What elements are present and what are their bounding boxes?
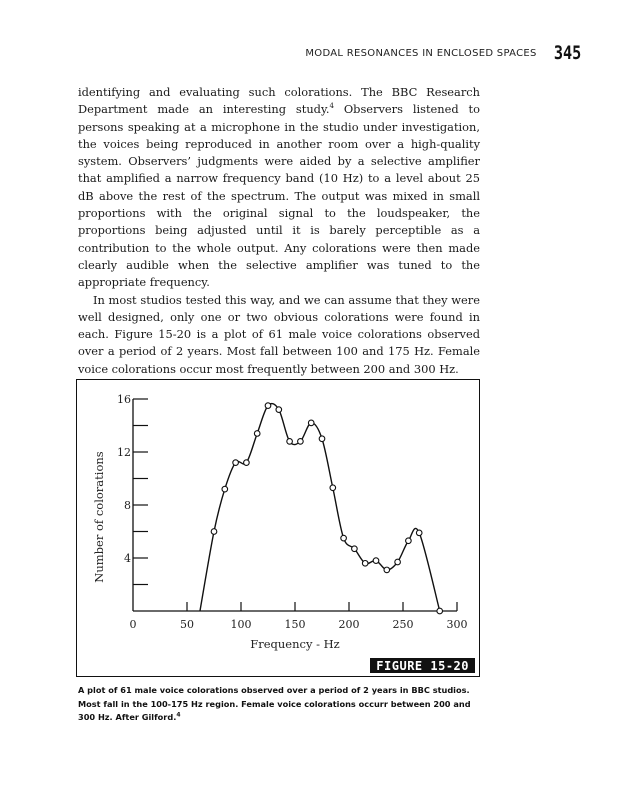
data-point-17 xyxy=(384,567,390,573)
data-point-20 xyxy=(416,530,422,536)
data-point-14 xyxy=(352,546,358,552)
data-point-16 xyxy=(373,558,379,564)
data-point-8 xyxy=(287,439,293,445)
running-head xyxy=(305,42,581,64)
x-axis-title: Frequency - Hz xyxy=(250,637,340,651)
x-tick-label-100: 100 xyxy=(230,618,252,631)
data-point-13 xyxy=(341,535,347,541)
figure-15-20 xyxy=(76,379,480,677)
x-tick-label-150: 150 xyxy=(284,618,306,631)
data-point-10 xyxy=(308,420,314,426)
x-tick-label-50: 50 xyxy=(180,618,194,631)
data-point-1 xyxy=(211,529,217,535)
data-point-3 xyxy=(233,460,239,466)
y-tick-label-4: 4 xyxy=(124,552,131,565)
data-point-2 xyxy=(222,486,228,492)
x-tick-label-250: 250 xyxy=(392,618,414,631)
coloration-chart xyxy=(77,380,478,675)
caption-text: A plot of 61 male voice colorations observed over a period of 2 years in BBC studios. Most fall in the 100-175 Hz region. Female voice colorations occurr between 200 and 300 Hz. After Gilford. xyxy=(78,685,471,722)
y-tick-label-12: 12 xyxy=(117,446,131,459)
x-tick-label-0: 0 xyxy=(129,618,137,631)
page-number: 345 xyxy=(553,42,581,64)
data-point-21 xyxy=(437,608,443,614)
paragraph-1 xyxy=(78,84,480,292)
y-tick-label-16: 16 xyxy=(117,393,131,406)
paragraph-2: In most studios tested this way, and we can assume that they were well designed, only one or two obvious colorations were found in each. Figure 15-20 is a plot of 61 male voice colorations observed over a period of 2 years. Most fall between 100 and 175 Hz. Female voice colorations occur most frequently between 200 and 300 Hz. xyxy=(78,292,480,376)
y-tick-label-8: 8 xyxy=(124,499,131,512)
data-point-12 xyxy=(330,485,336,491)
x-tick-label-200: 200 xyxy=(338,618,360,631)
x-tick-label-300: 300 xyxy=(446,618,468,631)
reference-marker: 4 xyxy=(329,102,334,111)
data-point-15 xyxy=(362,561,368,567)
data-point-9 xyxy=(298,439,304,445)
paragraph-1-part-b: Observers listened to persons speaking at a microphone in the studio under investigation, the voices being reproduced in another room over a high-quality system. Observers’ judgments were aided by a selective amplifier that amplified a narrow frequency band (10 Hz) to a level about 25 dB above the rest of the spectrum. The output was mixed in small proportions with the original signal to the loudspeaker, the proportions being adjusted until it is barely perceptible as a contribution to the whole output. Any colorations were then made clearly audible when the selective amplifier was tuned to the appropriate frequency. xyxy=(78,102,480,290)
body-text xyxy=(78,84,480,378)
data-point-11 xyxy=(319,436,325,442)
caption-reference-marker: 4 xyxy=(176,711,181,719)
figure-caption xyxy=(78,684,482,725)
figure-label: FIGURE 15-20 xyxy=(370,658,475,673)
paragraph-1-part-a: identifying and evaluating such colorations. The BBC Research Department made an interesting study. xyxy=(78,85,480,117)
series-line-male-colorations xyxy=(200,404,440,611)
data-point-7 xyxy=(276,407,282,413)
data-point-5 xyxy=(254,431,260,437)
data-point-18 xyxy=(395,559,401,565)
data-point-4 xyxy=(244,460,250,466)
data-point-6 xyxy=(265,403,271,409)
running-title: MODAL RESONANCES IN ENCLOSED SPACES xyxy=(305,47,537,59)
data-point-19 xyxy=(406,538,412,544)
y-axis-title: Number of colorations xyxy=(92,451,106,583)
